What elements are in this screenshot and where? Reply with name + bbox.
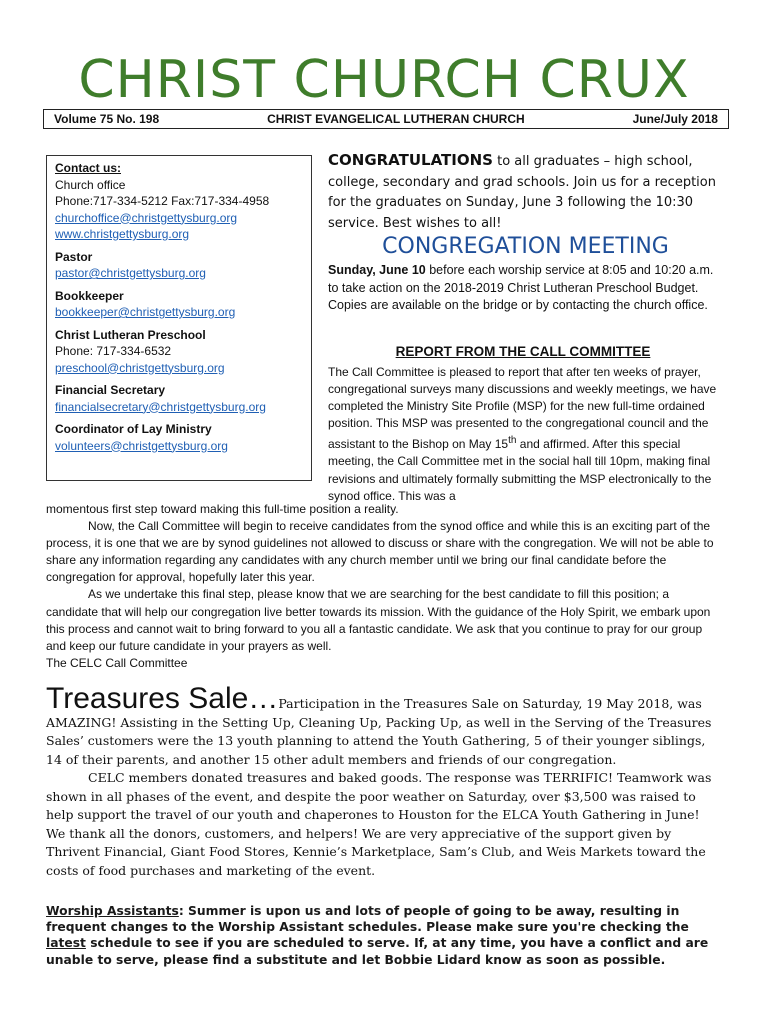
contact-title: Contact us:: [55, 161, 121, 175]
report-signoff: The CELC Call Committee: [46, 655, 188, 670]
report-paragraph-2: Now, the Call Committee will begin to receive candidates from the synod office and while this is an exciting part of the process, it is one that we are by synod guidelines not allowed to discuss or share with the congregation. We will not be able to share any information regarding any candidates with any church member until we bring our final candidate before the congregation for approval, hopefully later this year.: [46, 519, 714, 585]
office-label: Church office: [55, 177, 126, 192]
treasures-paragraph-2: CELC members donated treasures and baked goods. The response was TERRIFIC! Teamwork was shown in all phases of the event, and despite the poor weather on Saturday, over $3,500 was raised to help support the travel of our youth and chaperones to Houston for the ELCA Youth Gathering in June! We thank all the donors, customers, and helpers! We are very appreciative of the support given by Thrivent Financial, Giant Food Stores, Kennie’s Marketplace, Sam’s Club, and Weis Markets toward the costs of food purchases and marketing of the event.: [46, 770, 712, 878]
issue-date: June/July 2018: [632, 112, 718, 126]
lay-ministry-email-link[interactable]: volunteers@christgettysburg.org: [55, 438, 228, 453]
office-email-link[interactable]: churchoffice@christgettysburg.org: [55, 210, 238, 225]
volume-number: Volume 75 No. 198: [54, 112, 160, 126]
preschool-label: Christ Lutheran Preschool: [55, 327, 206, 342]
newsletter-masthead: CHRIST CHURCH CRUX: [78, 50, 690, 110]
worship-assistants-notice: [46, 903, 722, 968]
congregation-meeting-body: [328, 262, 718, 315]
bookkeeper-email-link[interactable]: bookkeeper@christgettysburg.org: [55, 305, 236, 319]
congratulations-text: to all graduates – high school, college, secondary and grad schools. Join us for a reception for the graduates on Sunday, June 3 following the 10:30 service. Best wishes to all!: [328, 154, 716, 231]
pastor-label: Pastor: [55, 249, 93, 264]
worship-label: Worship Assistants: [46, 904, 179, 918]
pastor-email-link[interactable]: pastor@christgettysburg.org: [55, 266, 206, 280]
treasures-title: Treasures Sale…: [46, 682, 279, 715]
report-text-1a: The Call Committee is pleased to report that after ten weeks of prayer, congregational surveys many discussions and weekly meetings, we have completed the Ministry Site Profile (MSP) for the new full-time ordained position. This MSP was presented to the congregational council and the assistant to the Bishop on May 15: [328, 365, 717, 452]
report-paragraph-1: [328, 364, 718, 505]
report-superscript: th: [508, 435, 517, 447]
report-title: REPORT FROM THE CALL COMMITTEE: [395, 344, 651, 359]
bookkeeper-label: Bookkeeper: [55, 288, 124, 303]
finsec-label: Financial Secretary: [55, 383, 166, 397]
website-link[interactable]: www.christgettysburg.org: [55, 227, 190, 241]
worship-text-1: : Summer is upon us and lots of people of going to be away, resulting in frequent changes to the Worship Assistant schedules. Please make sure you're checking the: [46, 904, 689, 935]
report-text-1c: momentous first step toward making this full-time position a reality.: [46, 502, 399, 516]
treasures-paragraph-1: Participation in the Treasures Sale on Saturday, 19 May 2018, was AMAZING! Assisting in the Setting Up, Cleaning Up, Packing Up, as well in the Serving of the Treasures Sales’ customers were the 13 youth planning to attend the Youth Gathering, 5 of their younger siblings, 14 of their parents, and another 15 other adult members and friends of our congregation.: [46, 696, 712, 767]
congratulations-notice: [328, 150, 723, 234]
meeting-text: before each worship service at 8:05 and 10:20 a.m. to take action on the 2018-2019 Christ Lutheran Preschool Budget. Copies are available on the bridge or by contacting the church office.: [328, 263, 714, 312]
lay-ministry-label: Coordinator of Lay Ministry: [55, 422, 212, 436]
meeting-date: Sunday, June 10: [328, 263, 426, 277]
contact-box: [46, 155, 312, 481]
office-phone: Phone:717-334-5212 Fax:717-334-4958: [55, 194, 270, 208]
report-continued: [46, 501, 722, 672]
congratulations-heading: CONGRATULATIONS: [328, 151, 493, 169]
report-paragraph-3: As we undertake this final step, please know that we are searching for the best candidate to fill this position; a candidate that will help our congregation live better towards its mission. With the guidance of the Holy Spirit, we embark upon this process and cannot wait to bring forward to you all a fantastic candidate. We ask that you continue to pray for our group and keep our future candidate in your prayers as well.: [46, 587, 711, 653]
worship-latest: latest: [46, 936, 86, 951]
worship-text-2: schedule to see if you are scheduled to serve. If, at any time, you have a conflict and are unable to serve, please find a substitute and let Bobbie Lidard know as soon as possible.: [46, 936, 709, 967]
report-text-1b: and affirmed. After this special meeting, the Call Committee met in the social hall till 10pm, making final revisions and ultimately formally submitting the MSP electronically to the synod office. This was a: [328, 437, 712, 503]
preschool-phone: Phone: 717-334-6532: [55, 344, 172, 358]
preschool-email-link[interactable]: preschool@christgettysburg.org: [55, 360, 225, 375]
issue-info-bar: [43, 109, 729, 129]
treasures-sale-article: [46, 682, 722, 880]
congregation-meeting-title: CONGREGATION MEETING: [382, 234, 669, 259]
finsec-email-link[interactable]: financialsecretary@christgettysburg.org: [55, 399, 266, 414]
church-name: CHRIST EVANGELICAL LUTHERAN CHURCH: [267, 112, 525, 126]
